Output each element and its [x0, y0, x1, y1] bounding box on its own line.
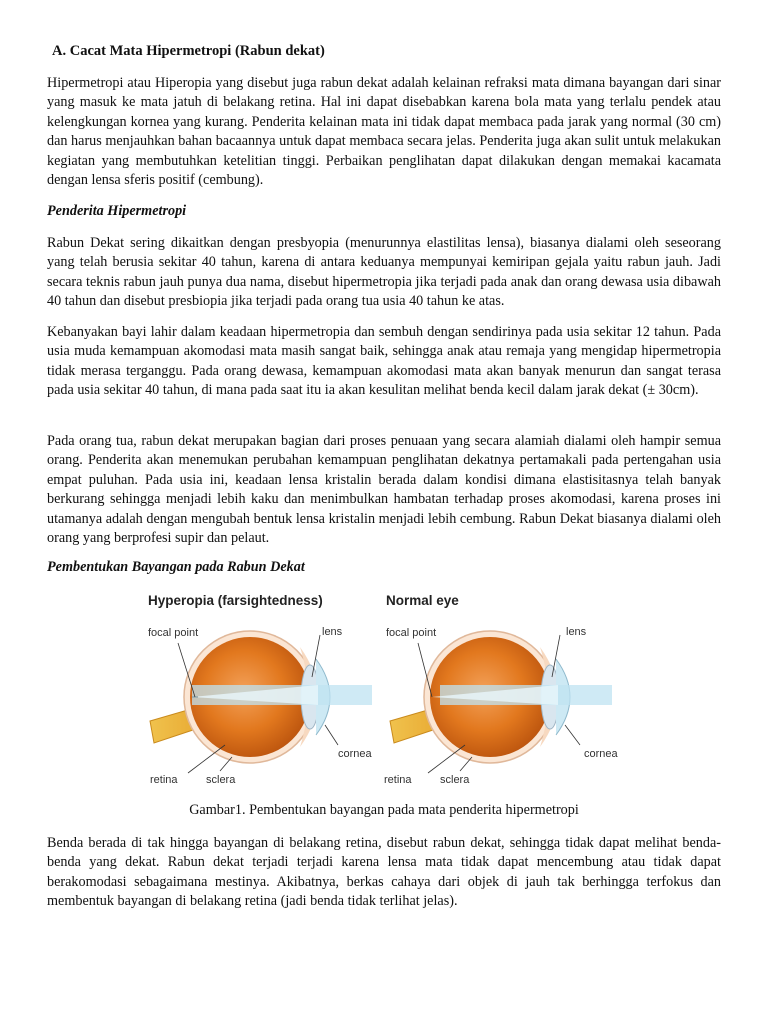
figure-caption: Gambar1. Pembentukan bayangan pada mata penderita hipermetropi: [189, 802, 579, 818]
right-label-lens: lens: [566, 626, 587, 638]
eye-diagram-figure: [140, 585, 630, 800]
subheading-penderita: Penderita Hipermetropi: [47, 203, 187, 219]
left-label-sclera: sclera: [206, 774, 236, 786]
hyperopia-title: Hyperopia (farsightedness): [148, 593, 323, 608]
paragraph-presbyopia: Rabun Dekat sering dikaitkan dengan presbyopia (menurunnya elastilitas lensa), biasanya dialami oleh seseorang yang telah berusia sekitar 40 tahun, karena di antara keduanya mempunyai kemiripan gejala yaitu rabun jauh. Jadi secara teknis rabun jauh punya dua nama, disebut hipermetropia jika terjadi pada anak dan orang dewasa usia dibawah 40 tahun dan disebut presbiopia jika terjadi pada orang tua usia 40 tahun ke atas.: [47, 235, 721, 310]
paragraph-penjelasan: Benda berada di tak hingga bayangan di belakang retina, disebut rabun dekat, sehingga tidak dapat melihat benda-benda yang dekat. Rabun dekat terjadi terjadi karena lensa mata tidak dapat mencembung atau tidak dapat berakomodasi sebagaimana mestinya. Akibatnya, berkas cahaya dari objek di jauh tak berhingga terfokus dan membentuk bayangan di belakang retina (jadi benda tidak terlihat jelas).: [47, 835, 721, 910]
right-label-retina: retina: [384, 774, 412, 786]
left-label-focal-point: focal point: [148, 627, 199, 639]
right-label-sclera: sclera: [440, 774, 470, 786]
normal-eye-title: Normal eye: [386, 593, 459, 608]
left-label-cornea: cornea: [338, 748, 372, 760]
paragraph-intro: Hipermetropi atau Hiperopia yang disebut juga rabun dekat adalah kelainan refraksi mata dimana bayangan dari sinar yang masuk ke mata jatuh di belakang retina. Hal ini dapat disebabkan karena bola mata yang terlalu pendek atau kelengkungan kornea yang kurang. Penderita kelainan mata ini tidak dapat membaca pada jarak yang normal (30 cm) dan harus menjauhkan bahan bacaannya untuk dapat membaca secara jelas. Penderita juga akan sulit untuk melakukan kegiatan yang membutuhkan ketelitian tinggi. Perbaikan penglihatan dapat dilakukan dengan memakai kacamata dengan lensa sferis positif (cembung).: [47, 75, 721, 189]
paragraph-bayi: Kebanyakan bayi lahir dalam keadaan hipermetropia dan sembuh dengan sendirinya pada usia sekitar 12 tahun. Pada usia muda kemampuan akomodasi mata masih sangat baik, sehingga anak atau remaja yang mengidap hipermetropia tidak merasa terganggu. Pada orang dewasa, kemampuan akomodasi mata akan banyak menurun dan sangat terasa pada usia sekitar 40 tahun, di mana pada saat itu ia akan kesulitan melihat benda kecil dalam jarak dekat (± 30cm).: [47, 324, 721, 399]
right-label-focal-point: focal point: [386, 627, 437, 639]
subheading-pembentukan: Pembentukan Bayangan pada Rabun Dekat: [47, 559, 305, 575]
left-label-retina: retina: [150, 774, 178, 786]
paragraph-orang-tua: Pada orang tua, rabun dekat merupakan bagian dari proses penuaan yang secara alamiah dialami oleh hampir semua orang. Penderita akan menemukan perubahan kemampuan penglihatan dekatnya pertamakali pada pertengahan usia empat puluhan. Pada usia ini, keadaan lensa kristalin berada dalam kondisi dimana elastisitasnya telah banyak berkurang sehingga menjadi lebih kaku dan menimbulkan hambatan terhadap proses akomodasi, karena proses ini utamanya adalah dengan mengubah bentuk lensa kristalin menjadi lebih cembung. Rabun Dekat biasanya dialami oleh orang yang berprofesi supir dan pelaut.: [47, 433, 721, 547]
left-label-lens: lens: [322, 626, 343, 638]
section-heading: A. Cacat Mata Hipermetropi (Rabun dekat): [52, 43, 325, 59]
right-label-cornea: cornea: [584, 748, 618, 760]
hyperopia-eye-illustration: [150, 631, 372, 763]
